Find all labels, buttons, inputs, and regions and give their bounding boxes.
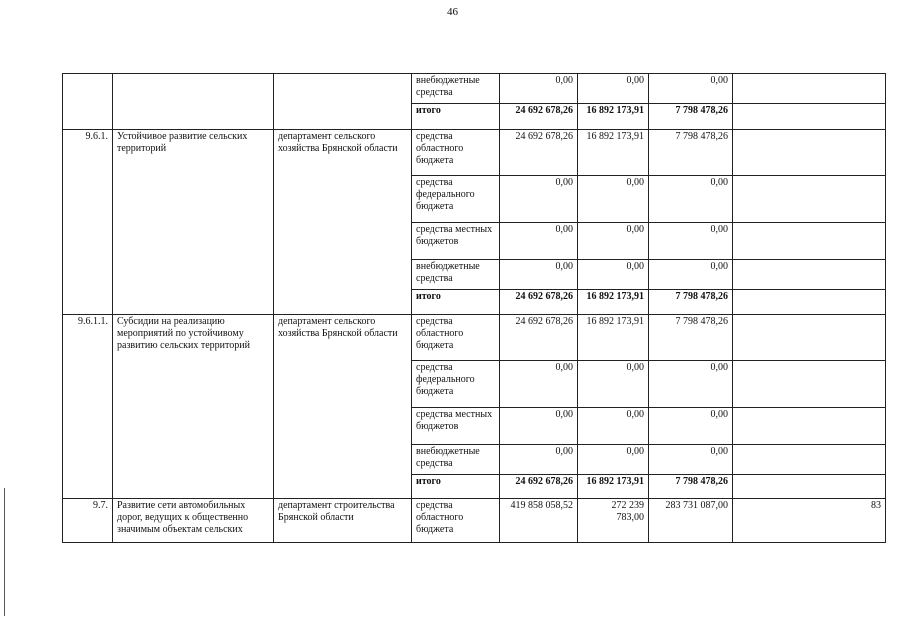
row-extra-cell <box>733 408 886 445</box>
row-value-3-cell: 0,00 <box>649 223 733 260</box>
row-code-cell: 9.6.1.1. <box>63 315 113 499</box>
row-source-cell: средства местных бюджетов <box>412 223 500 260</box>
row-value-3-cell: 0,00 <box>649 445 733 475</box>
row-value-total-cell: 0,00 <box>500 74 578 104</box>
row-value-2-cell: 0,00 <box>578 361 649 408</box>
row-extra-cell <box>733 74 886 104</box>
row-extra-cell <box>733 445 886 475</box>
row-extra-cell <box>733 223 886 260</box>
row-value-total-cell: 419 858 058,52 <box>500 499 578 543</box>
budget-table-body <box>63 74 886 543</box>
row-value-2-cell: 16 892 173,91 <box>578 104 649 130</box>
row-value-2-cell: 0,00 <box>578 223 649 260</box>
row-value-2-cell: 16 892 173,91 <box>578 475 649 499</box>
row-value-2-cell: 0,00 <box>578 176 649 223</box>
row-name-cell: Развитие сети автомобильных дорог, ведущих к общественно значимым объектам сельских <box>113 499 274 543</box>
row-value-3-cell: 0,00 <box>649 176 733 223</box>
row-executor-cell: департамент сельского хозяйства Брянской области <box>274 130 412 315</box>
row-extra-cell <box>733 104 886 130</box>
row-value-total-cell: 0,00 <box>500 361 578 408</box>
row-source-cell: средства областного бюджета <box>412 499 500 543</box>
row-name-cell: Субсидии на реализацию мероприятий по устойчивому развитию сельских территорий <box>113 315 274 499</box>
row-value-2-cell: 272 239 783,00 <box>578 499 649 543</box>
row-value-total-cell: 24 692 678,26 <box>500 104 578 130</box>
row-source-cell: средства федерального бюджета <box>412 361 500 408</box>
row-value-total-cell: 0,00 <box>500 223 578 260</box>
row-code-cell <box>63 74 113 130</box>
page-number: 46 <box>447 6 458 18</box>
row-source-cell: итого <box>412 104 500 130</box>
row-value-2-cell: 0,00 <box>578 445 649 475</box>
row-extra-cell <box>733 260 886 290</box>
row-value-2-cell: 16 892 173,91 <box>578 315 649 361</box>
row-value-3-cell: 283 731 087,00 <box>649 499 733 543</box>
row-value-3-cell: 7 798 478,26 <box>649 315 733 361</box>
row-value-3-cell: 0,00 <box>649 260 733 290</box>
row-source-cell: внебюджетные средства <box>412 260 500 290</box>
row-value-total-cell: 24 692 678,26 <box>500 130 578 176</box>
margin-line <box>4 488 5 616</box>
table-row <box>63 315 886 361</box>
row-value-2-cell: 0,00 <box>578 408 649 445</box>
row-extra-cell <box>733 290 886 315</box>
row-value-3-cell: 7 798 478,26 <box>649 130 733 176</box>
row-extra-cell <box>733 475 886 499</box>
row-value-total-cell: 0,00 <box>500 260 578 290</box>
row-code-cell: 9.7. <box>63 499 113 543</box>
row-value-total-cell: 24 692 678,26 <box>500 315 578 361</box>
row-extra-cell <box>733 361 886 408</box>
row-source-cell: внебюджетные средства <box>412 445 500 475</box>
row-executor-cell <box>274 74 412 130</box>
row-code-cell: 9.6.1. <box>63 130 113 315</box>
row-source-cell: средства областного бюджета <box>412 315 500 361</box>
row-value-2-cell: 16 892 173,91 <box>578 130 649 176</box>
row-value-3-cell: 7 798 478,26 <box>649 290 733 315</box>
row-source-cell: итого <box>412 290 500 315</box>
table-row <box>63 499 886 543</box>
row-value-3-cell: 7 798 478,26 <box>649 104 733 130</box>
row-value-total-cell: 24 692 678,26 <box>500 475 578 499</box>
row-value-3-cell: 0,00 <box>649 74 733 104</box>
row-extra-cell <box>733 176 886 223</box>
row-executor-cell: департамент сельского хозяйства Брянской области <box>274 315 412 499</box>
row-value-2-cell: 0,00 <box>578 74 649 104</box>
row-value-3-cell: 7 798 478,26 <box>649 475 733 499</box>
row-name-cell: Устойчивое развитие сельских территорий <box>113 130 274 315</box>
row-value-total-cell: 24 692 678,26 <box>500 290 578 315</box>
row-value-3-cell: 0,00 <box>649 361 733 408</box>
row-source-cell: средства федерального бюджета <box>412 176 500 223</box>
row-value-2-cell: 16 892 173,91 <box>578 290 649 315</box>
row-executor-cell: департамент строительства Брянской области <box>274 499 412 543</box>
table-row <box>63 130 886 176</box>
row-value-total-cell: 0,00 <box>500 445 578 475</box>
row-source-cell: средства местных бюджетов <box>412 408 500 445</box>
row-source-cell: итого <box>412 475 500 499</box>
row-source-cell: внебюджетные средства <box>412 74 500 104</box>
table-row <box>63 74 886 104</box>
row-value-total-cell: 0,00 <box>500 408 578 445</box>
budget-table <box>62 73 886 543</box>
row-extra-cell <box>733 130 886 176</box>
row-name-cell <box>113 74 274 130</box>
row-extra-cell <box>733 315 886 361</box>
row-value-total-cell: 0,00 <box>500 176 578 223</box>
row-extra-cell: 83 <box>733 499 886 543</box>
row-value-2-cell: 0,00 <box>578 260 649 290</box>
row-value-3-cell: 0,00 <box>649 408 733 445</box>
row-source-cell: средства областного бюджета <box>412 130 500 176</box>
